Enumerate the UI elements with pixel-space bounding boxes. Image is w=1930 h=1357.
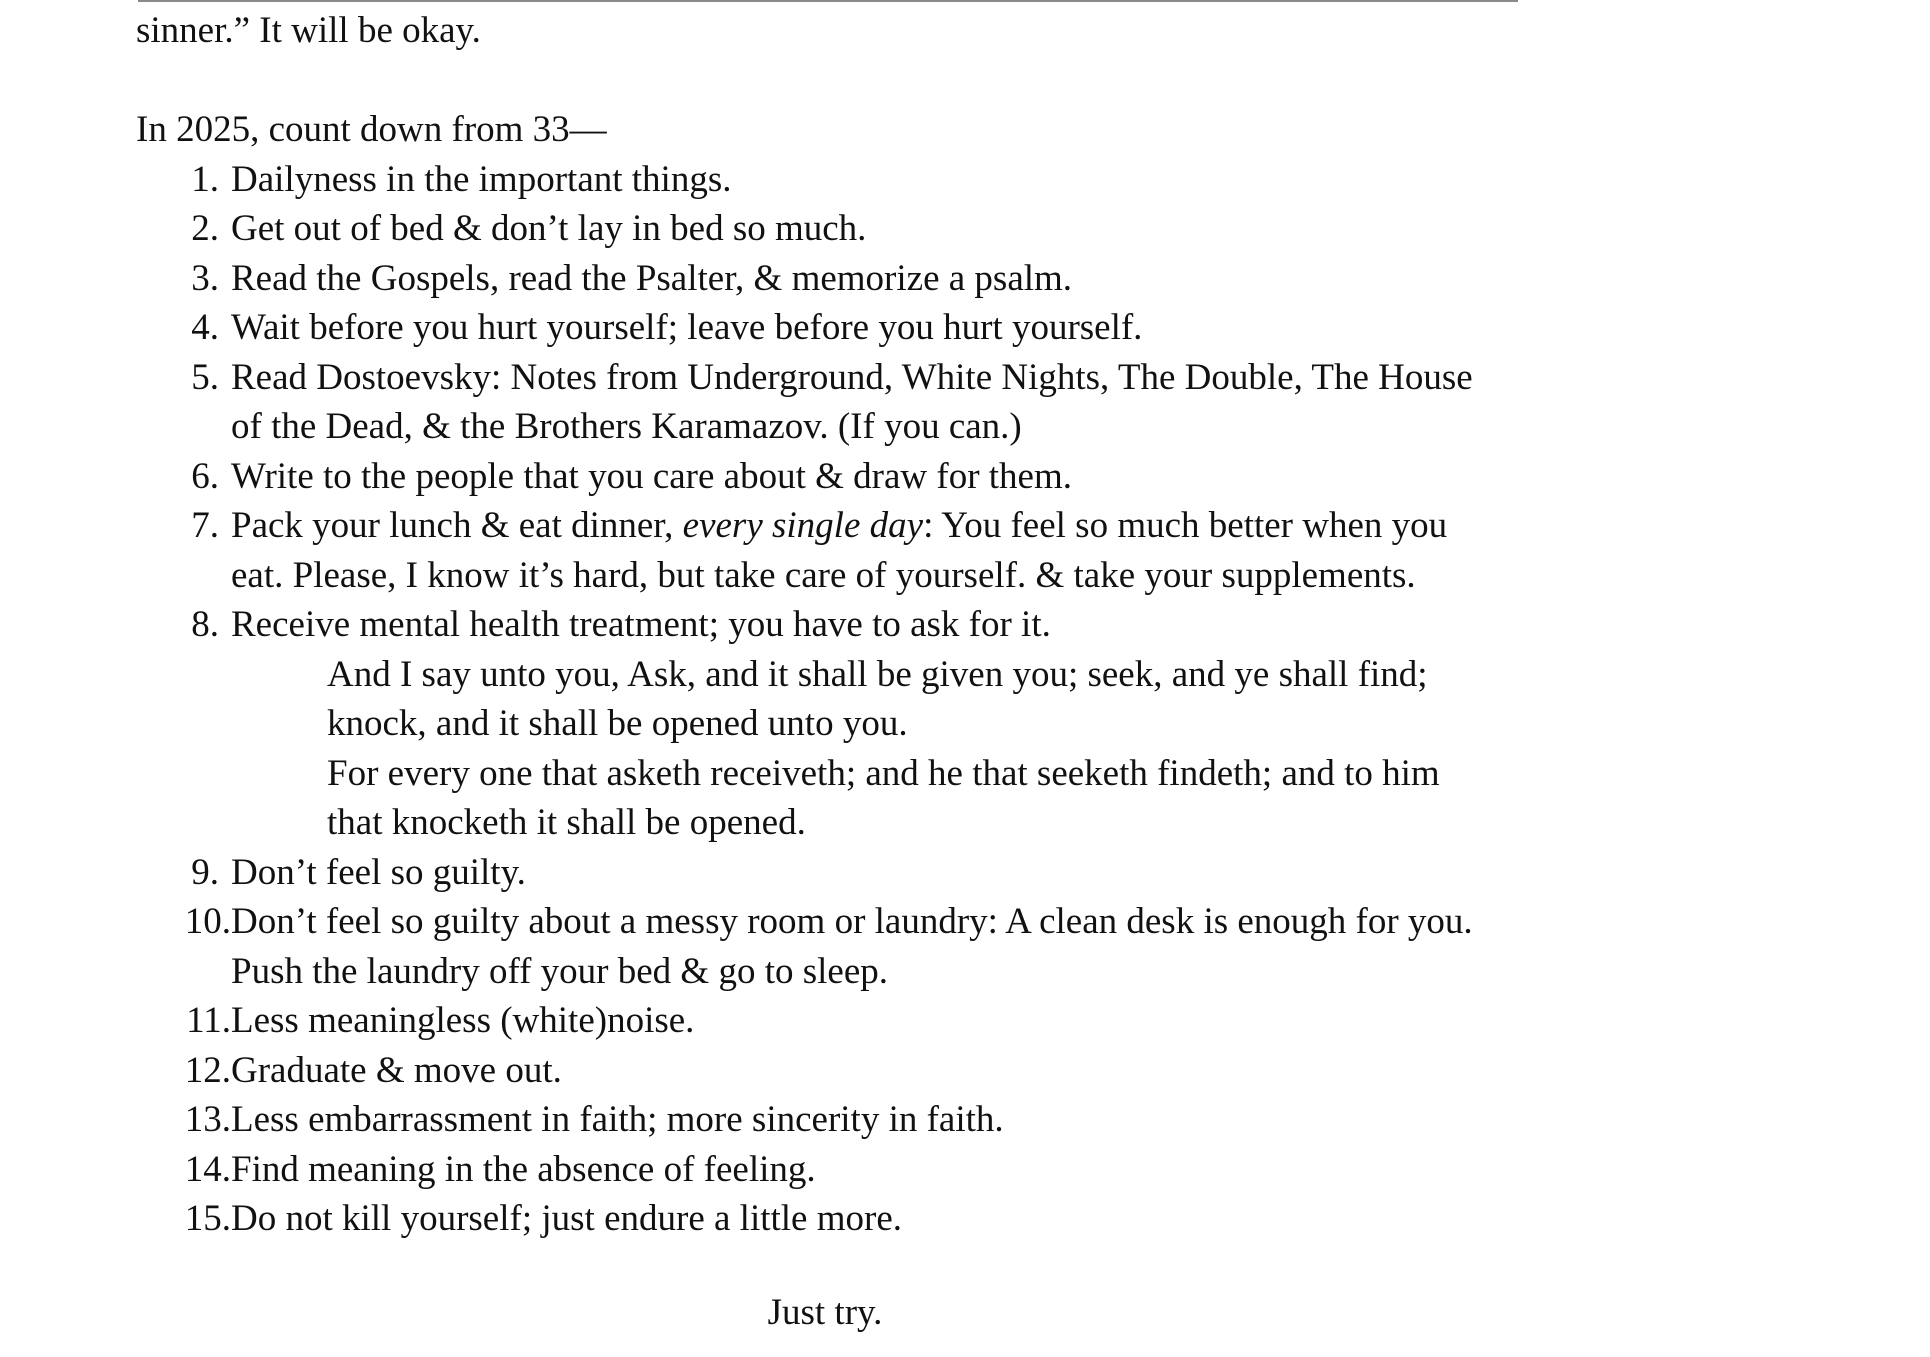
list-item [136, 155, 1536, 205]
item-text [231, 897, 1536, 996]
item-text [231, 155, 1536, 205]
item-line: of the Dead, & the Brothers Karamazov. (If you can.) [231, 406, 1022, 447]
item-line: Get out of bed & don’t lay in bed so much. [231, 208, 867, 249]
item-line: Less meaningless (white)noise. [231, 1000, 695, 1041]
item-number: 2. [191, 208, 219, 249]
list-item [136, 848, 1536, 898]
item-line: Push the laundry off your bed & go to sleep. [231, 950, 889, 992]
emphasis-text: every single day [682, 505, 924, 546]
scripture-quote [327, 650, 1536, 848]
item-text [231, 501, 1536, 600]
item-number: 8. [191, 604, 219, 645]
item-text [231, 1046, 1536, 1096]
item-text [231, 996, 1536, 1046]
item-line: Receive mental health treatment; you have to ask for it. [231, 604, 1051, 645]
list-item [136, 501, 1536, 600]
list-item [136, 1095, 1536, 1145]
item-line: Write to the people that you care about & draw for them. [231, 455, 1072, 497]
item-number: 15. [184, 1198, 231, 1239]
item-line: Dailyness in the important things. [231, 158, 732, 200]
item-text [231, 452, 1536, 502]
item-line: Read Dostoevsky: Notes from Underground, White Nights, The Double, The House [231, 356, 1473, 398]
closing-line: Just try. [767, 1292, 883, 1333]
item-line: Graduate & move out. [231, 1049, 562, 1091]
item-line: Less embarrassment in faith; more sincerity in faith. [231, 1099, 1004, 1140]
opening-line: sinner.” It will be okay. [136, 10, 481, 51]
list-item [136, 996, 1536, 1046]
item-line: Find meaning in the absence of feeling. [231, 1148, 816, 1190]
item-line: Do not kill yourself; just endure a little more. [231, 1198, 903, 1239]
item-number: 10. [184, 901, 231, 942]
item-line: Read the Gospels, read the Psalter, & memorize a psalm. [231, 257, 1073, 299]
item-line: Wait before you hurt yourself; leave before you hurt yourself. [231, 307, 1143, 348]
item-number: 12. [184, 1049, 231, 1091]
item-text [231, 254, 1536, 304]
goal-list [136, 155, 1536, 650]
item-number: 3. [191, 257, 219, 299]
list-item [136, 1194, 1536, 1244]
list-item [136, 1046, 1536, 1096]
list-item [136, 452, 1536, 502]
list-item [136, 303, 1536, 353]
item-number: 1. [191, 158, 219, 200]
list-item [136, 204, 1536, 254]
item-line-end: : You feel so much better when you [923, 505, 1448, 546]
item-text [231, 600, 1536, 650]
document-body [136, 6, 1536, 1244]
item-text [231, 1145, 1536, 1195]
quote-line: And I say unto you, Ask, and it shall be given you; seek, and ye shall find; [327, 653, 1428, 695]
item-text [231, 303, 1536, 353]
list-item [136, 353, 1536, 452]
list-item [136, 1145, 1536, 1195]
item-line [231, 501, 1536, 551]
item-text [231, 204, 1536, 254]
item-text [231, 848, 1536, 898]
quote-line: For every one that asketh receiveth; and he that seeketh findeth; and to him [327, 752, 1440, 794]
list-item [136, 254, 1536, 304]
quote-line: that knocketh it shall be opened. [327, 802, 806, 843]
item-line-start: Pack your lunch & eat dinner, [231, 505, 683, 546]
list-heading: In 2025, count down from 33— [136, 109, 607, 150]
item-number: 14. [184, 1148, 231, 1190]
item-line: eat. Please, I know it’s hard, but take care of yourself. & take your supplements. [231, 554, 1416, 596]
list-item [136, 897, 1536, 996]
item-number: 7. [191, 505, 219, 546]
goal-list-continued [136, 848, 1536, 1244]
item-number: 6. [191, 455, 219, 497]
top-rule [138, 0, 1518, 2]
quote-line: knock, and it shall be opened unto you. [327, 703, 908, 744]
item-text [231, 353, 1536, 452]
item-number: 13. [184, 1099, 231, 1140]
item-number: 11. [186, 1000, 231, 1041]
item-text [231, 1194, 1536, 1244]
item-line: Don’t feel so guilty. [231, 851, 526, 893]
item-line: Don’t feel so guilty about a messy room or laundry: A clean desk is enough for you. [231, 901, 1473, 942]
paragraph-gap [136, 56, 1536, 106]
item-text [231, 1095, 1536, 1145]
item-number: 4. [191, 307, 219, 348]
item-number: 9. [191, 851, 219, 893]
list-item [136, 600, 1536, 650]
item-number: 5. [191, 356, 219, 398]
